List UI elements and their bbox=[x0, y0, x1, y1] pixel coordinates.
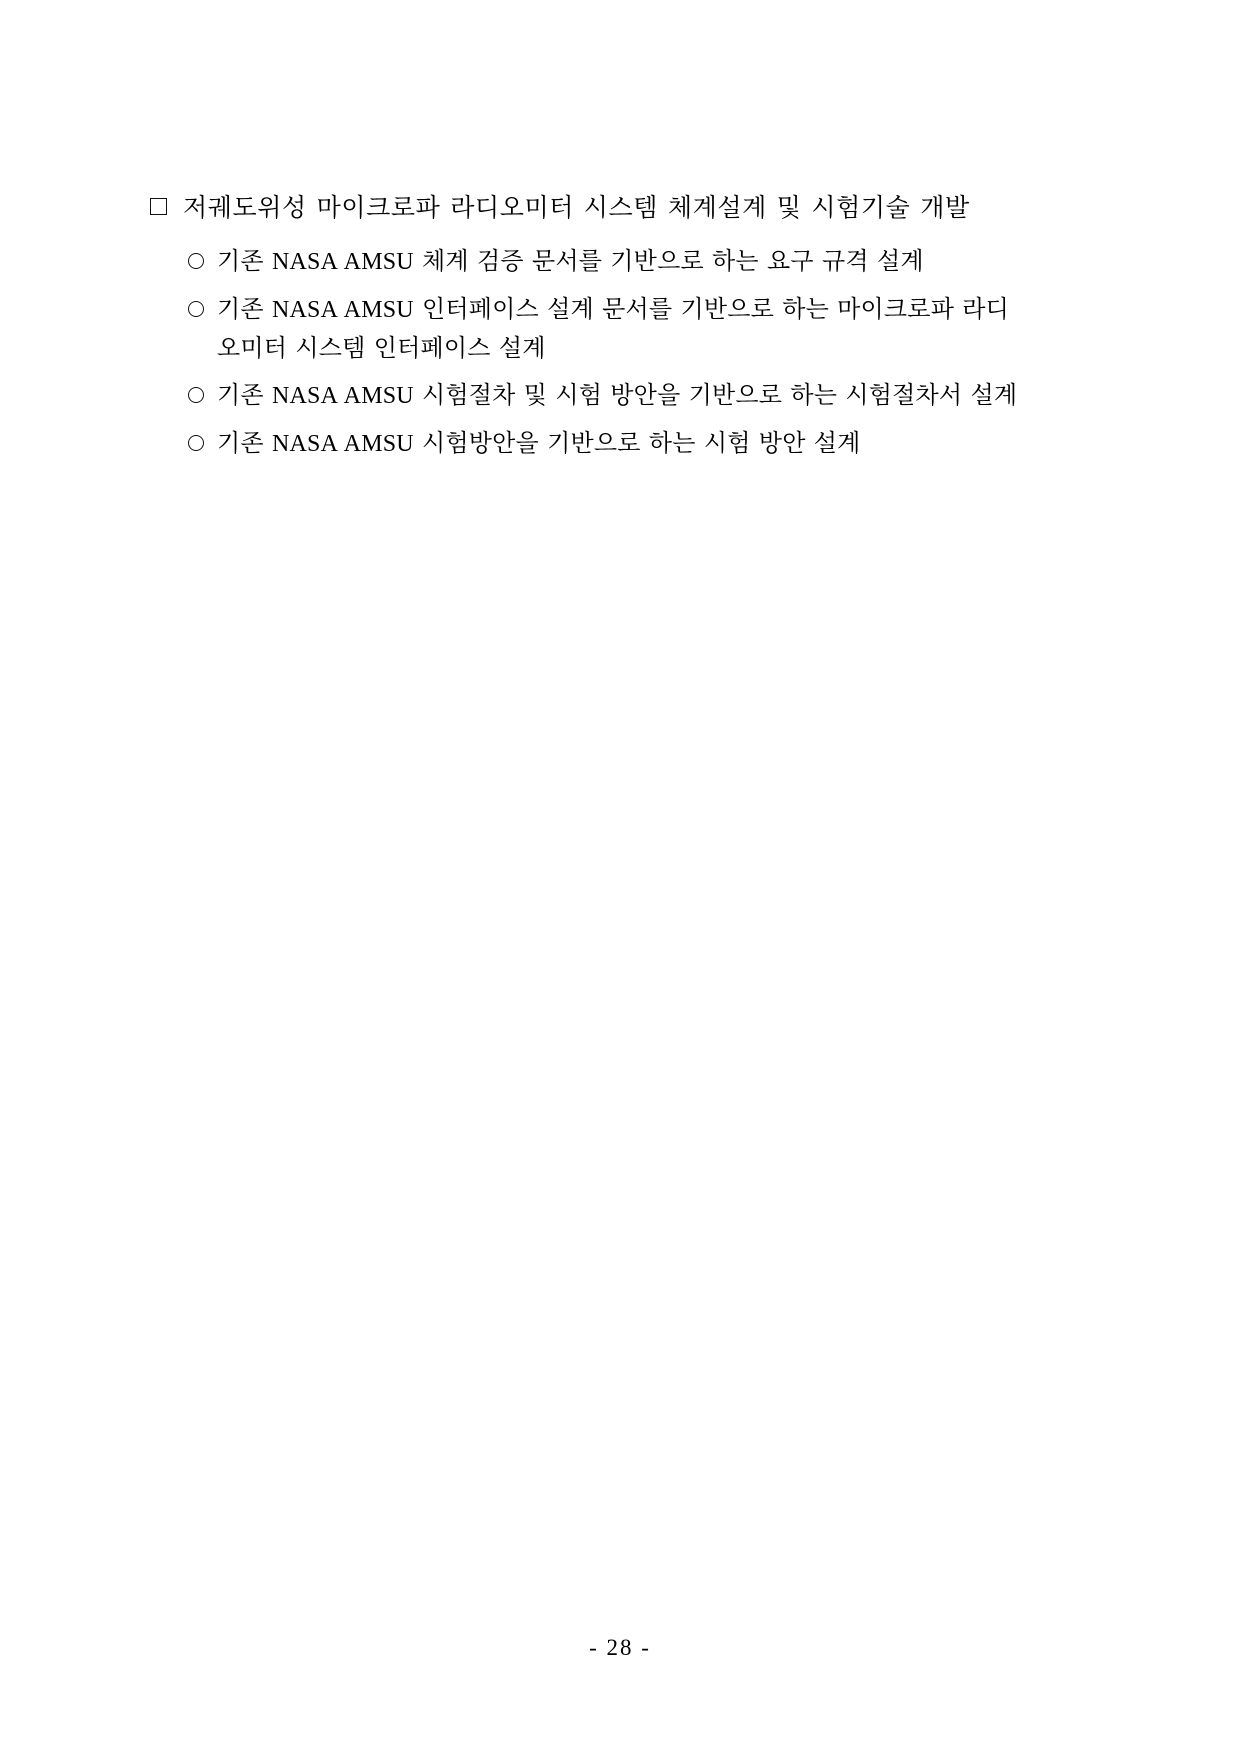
list-item bbox=[188, 243, 1090, 282]
page-number: - 28 - bbox=[589, 1635, 651, 1660]
sub-item-list bbox=[150, 243, 1090, 464]
list-item-text: 기존 NASA AMSU 시험절차 및 시험 방안을 기반으로 하는 시험절차서 설계 bbox=[217, 383, 1018, 410]
list-item-text: 기존 NASA AMSU 인터페이스 설계 문서를 기반으로 하는 마이크로파 라디오미터 시스템 인터페이스 설계 bbox=[217, 296, 1010, 362]
circle-bullet-icon bbox=[188, 301, 204, 317]
circle-bullet-icon bbox=[188, 387, 204, 403]
square-bullet-icon bbox=[150, 198, 167, 215]
list-item bbox=[188, 291, 1090, 369]
section-heading bbox=[150, 190, 1090, 229]
list-item-text: 기존 NASA AMSU 체계 검증 문서를 기반으로 하는 요구 규격 설계 bbox=[217, 248, 924, 275]
page-content bbox=[150, 190, 1090, 464]
list-item bbox=[188, 425, 1090, 464]
circle-bullet-icon bbox=[188, 253, 204, 269]
circle-bullet-icon bbox=[188, 435, 204, 451]
section-heading-text: 저궤도위성 마이크로파 라디오미터 시스템 체계설계 및 시험기술 개발 bbox=[183, 195, 970, 222]
list-item-text: 기존 NASA AMSU 시험방안을 기반으로 하는 시험 방안 설계 bbox=[217, 431, 861, 458]
list-item bbox=[188, 377, 1090, 416]
